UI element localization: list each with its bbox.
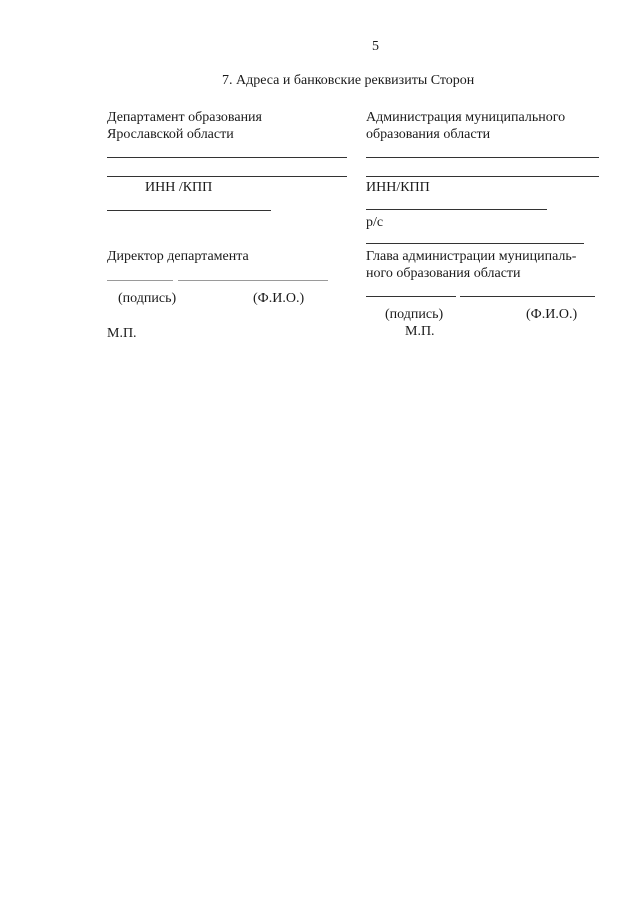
left-signature-caption: (подпись) bbox=[118, 291, 177, 306]
right-inn-kpp-line bbox=[366, 209, 547, 210]
left-name-caption: (Ф.И.О.) bbox=[253, 291, 305, 306]
left-stamp-label: М.П. bbox=[107, 326, 137, 341]
right-party-name-line1: Администрация муниципального bbox=[366, 110, 566, 125]
right-name-line bbox=[460, 296, 595, 297]
right-account-label: р/с bbox=[366, 215, 384, 230]
page-number: 5 bbox=[372, 39, 379, 54]
right-signatory-title-line2: ного образования области bbox=[366, 266, 521, 281]
right-name-caption: (Ф.И.О.) bbox=[526, 307, 578, 322]
section-title: 7. Адреса и банковские реквизиты Сторон bbox=[222, 73, 475, 88]
left-name-line bbox=[178, 280, 328, 281]
left-signatory-title: Директор департамента bbox=[107, 249, 249, 264]
right-inn-kpp-label: ИНН/КПП bbox=[366, 180, 430, 195]
right-account-line bbox=[366, 243, 584, 244]
left-address-line-2 bbox=[107, 176, 347, 177]
left-signature-line bbox=[107, 280, 173, 281]
right-signatory-title-line1: Глава администрации муниципаль- bbox=[366, 249, 577, 264]
right-signature-line bbox=[366, 296, 456, 297]
left-party-name-line1: Департамент образования bbox=[107, 110, 262, 125]
right-address-line-1 bbox=[366, 157, 599, 158]
left-address-line-1 bbox=[107, 157, 347, 158]
right-address-line-2 bbox=[366, 176, 599, 177]
right-signature-caption: (подпись) bbox=[385, 307, 444, 322]
right-party-name-line2: образования области bbox=[366, 127, 491, 142]
left-inn-kpp-label: ИНН /КПП bbox=[145, 180, 213, 195]
left-party-name-line2: Ярославской области bbox=[107, 127, 234, 142]
right-stamp-label: М.П. bbox=[405, 324, 435, 339]
left-inn-kpp-line bbox=[107, 210, 271, 211]
